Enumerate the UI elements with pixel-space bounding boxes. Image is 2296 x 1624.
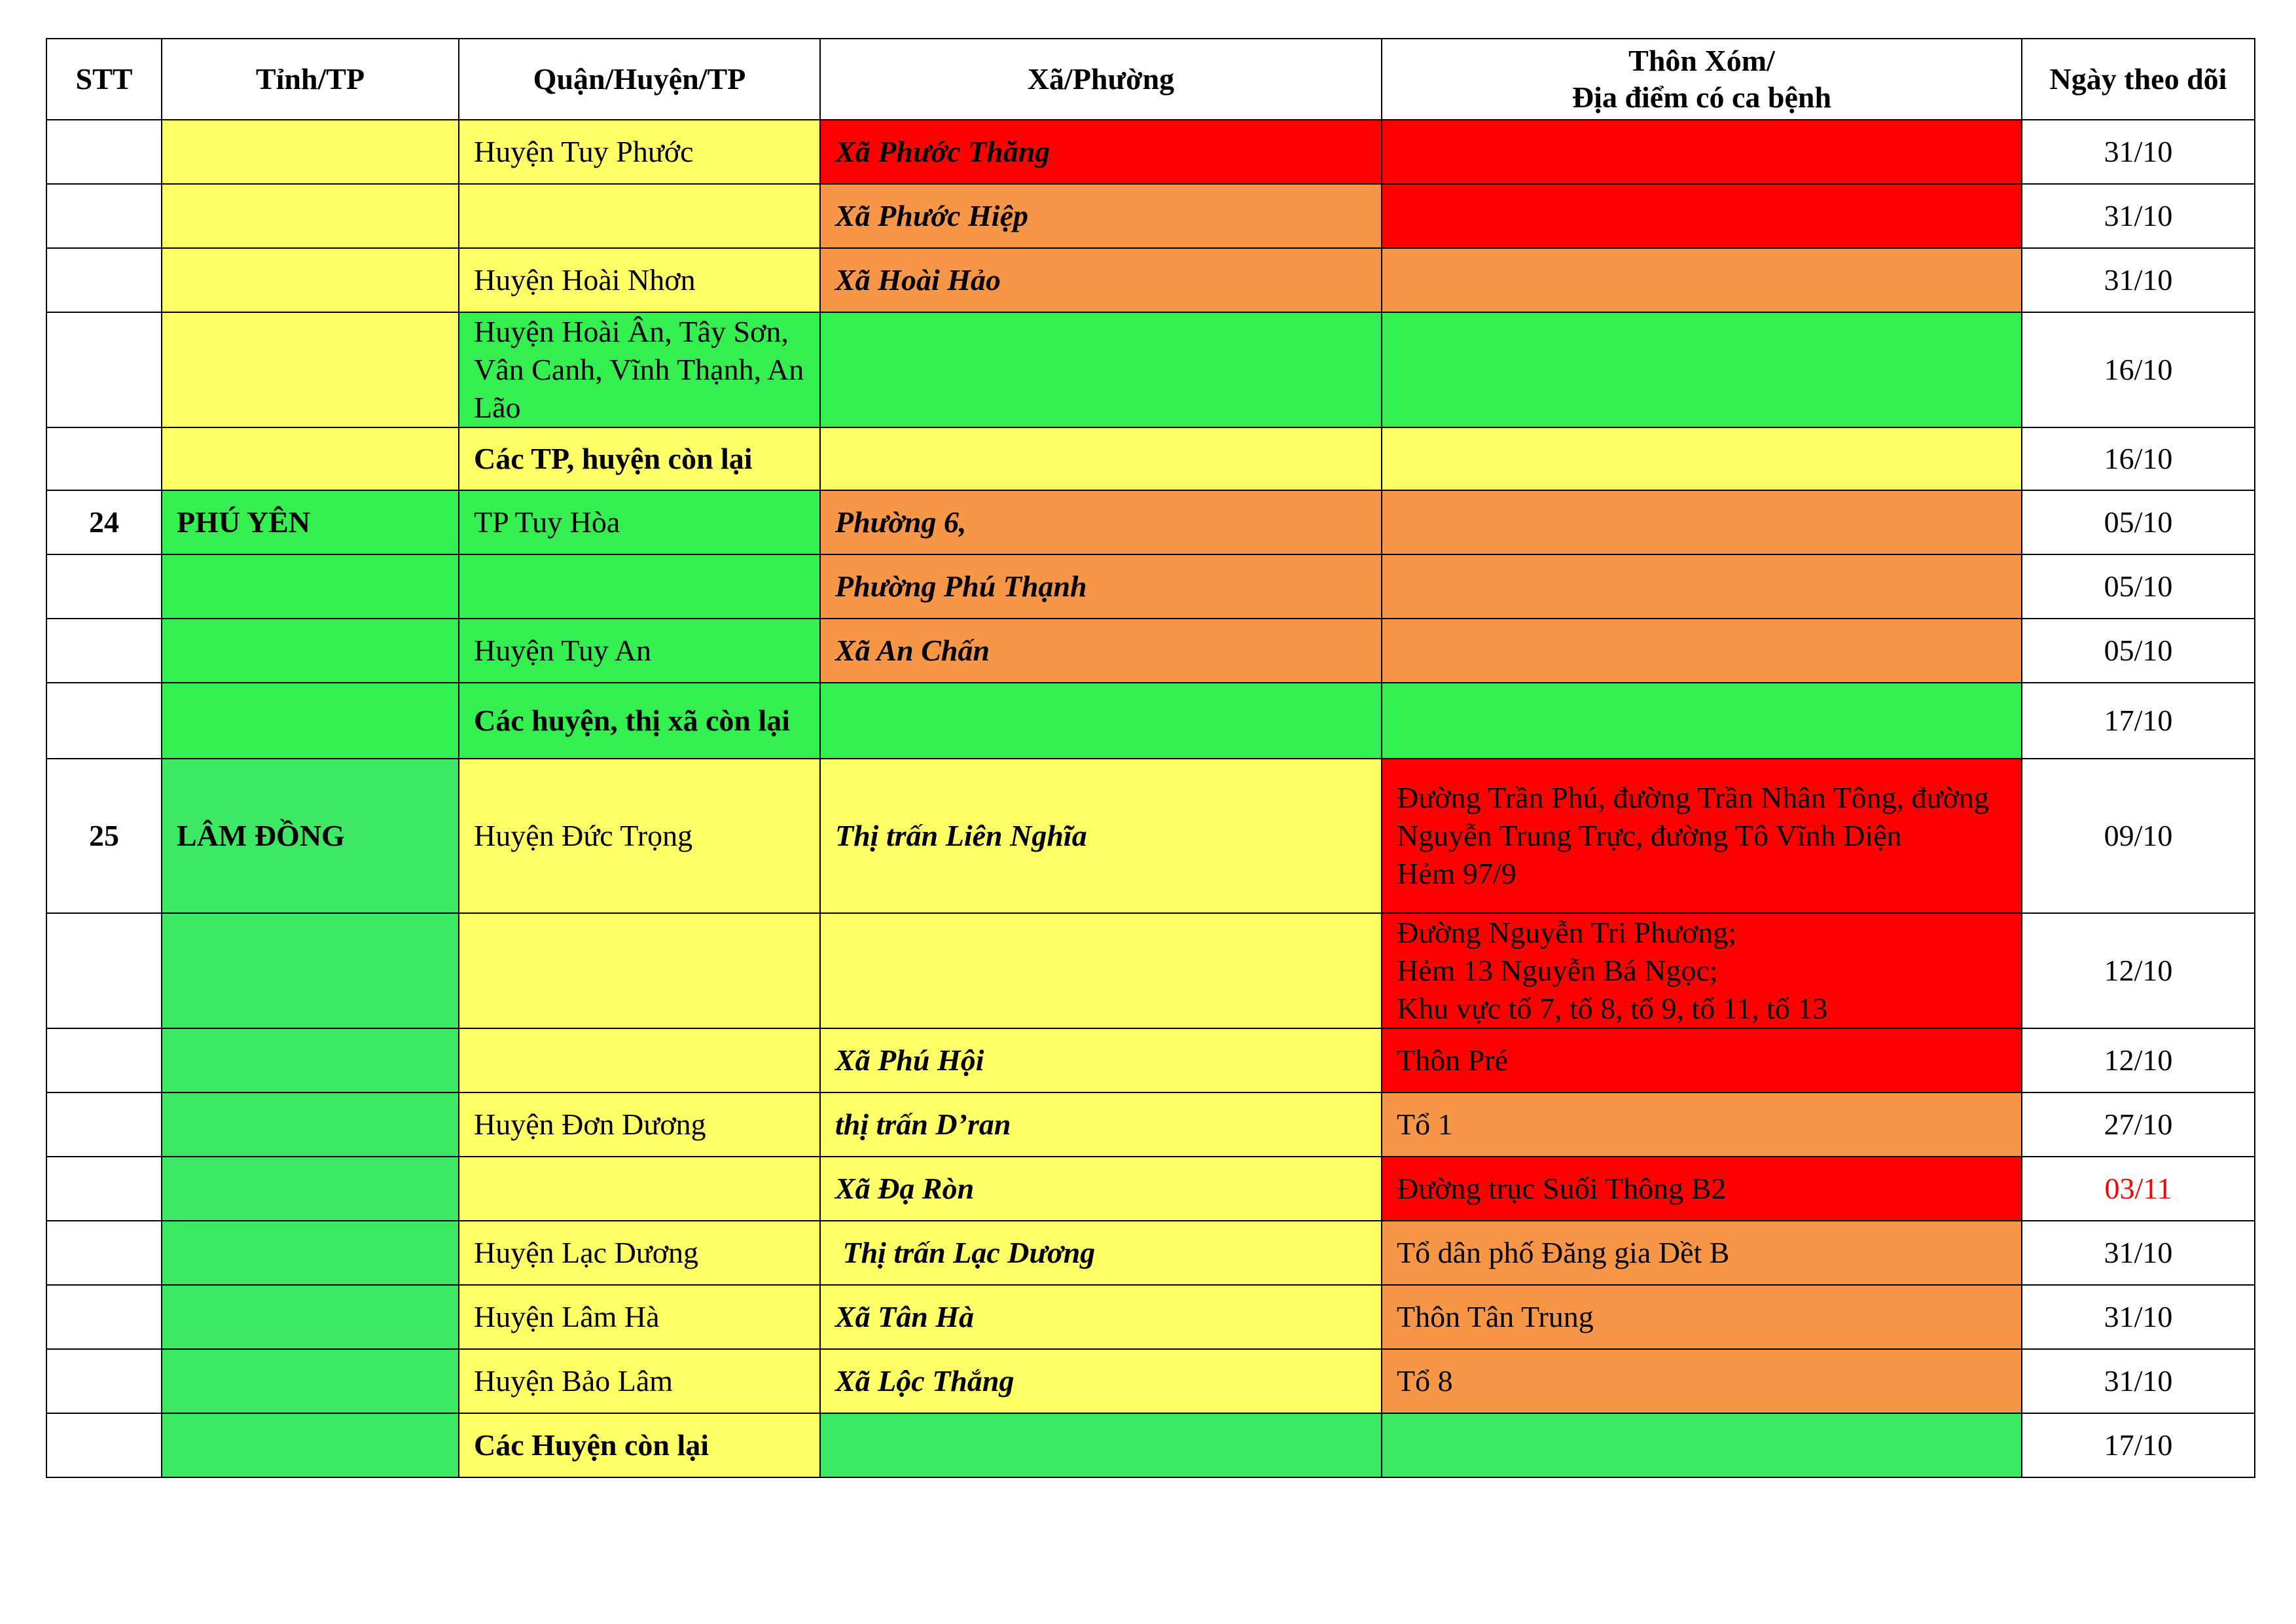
- cell-date: 31/10: [2022, 184, 2255, 248]
- header-location-line2: Địa điểm có ca bệnh: [1571, 81, 1832, 114]
- cell-district: Huyện Lạc Dương: [459, 1221, 820, 1285]
- cell-ward: [820, 913, 1382, 1028]
- header-location-line1: Thôn Xóm/: [1628, 44, 1775, 77]
- cell-ward: [820, 312, 1382, 427]
- cell-ward: Thị trấn Lạc Dương: [820, 1221, 1382, 1285]
- table-row: [46, 1092, 2255, 1157]
- table-row: [46, 554, 2255, 619]
- cell-province: [162, 619, 459, 683]
- cell-date: 16/10: [2022, 312, 2255, 427]
- cell-ward: [820, 1413, 1382, 1477]
- header-province: Tỉnh/TP: [162, 39, 459, 120]
- cell-district: [459, 554, 820, 619]
- table-row: [46, 1413, 2255, 1477]
- cell-location: [1382, 554, 2022, 619]
- cell-ward: Xã Lộc Thắng: [820, 1349, 1382, 1413]
- cell-ward: Xã Tân Hà: [820, 1285, 1382, 1349]
- cell-stt: [46, 1349, 162, 1413]
- cell-province: [162, 1028, 459, 1092]
- cell-ward: Phường 6,: [820, 490, 1382, 554]
- table-row: [46, 248, 2255, 312]
- cell-stt: [46, 913, 162, 1028]
- cell-stt: [46, 248, 162, 312]
- cell-date: 12/10: [2022, 913, 2255, 1028]
- cell-district: Huyện Tuy Phước: [459, 120, 820, 184]
- table-row: [46, 427, 2255, 490]
- cell-location: [1382, 490, 2022, 554]
- covid-risk-table: [46, 38, 2255, 1478]
- cell-ward: [820, 683, 1382, 759]
- cell-ward: Thị trấn Liên Nghĩa: [820, 759, 1382, 913]
- header-stt: STT: [46, 39, 162, 120]
- table-row: [46, 490, 2255, 554]
- cell-location: Thôn Tân Trung: [1382, 1285, 2022, 1349]
- cell-province: [162, 913, 459, 1028]
- table-row: [46, 120, 2255, 184]
- cell-district: [459, 1157, 820, 1221]
- cell-stt: [46, 1221, 162, 1285]
- cell-location: Thôn Pré: [1382, 1028, 2022, 1092]
- cell-ward: Xã Phú Hội: [820, 1028, 1382, 1092]
- cell-province: [162, 184, 459, 248]
- cell-ward: Xã Đạ Ròn: [820, 1157, 1382, 1221]
- cell-stt: [46, 1028, 162, 1092]
- cell-district: Huyện Hoài Nhơn: [459, 248, 820, 312]
- cell-date: 03/11: [2022, 1157, 2255, 1221]
- cell-ward: [820, 427, 1382, 490]
- cell-province: [162, 248, 459, 312]
- cell-stt: [46, 312, 162, 427]
- cell-location: Tổ dân phố Đăng gia Dềt B: [1382, 1221, 2022, 1285]
- cell-province: [162, 1221, 459, 1285]
- cell-province: [162, 683, 459, 759]
- cell-location: [1382, 683, 2022, 759]
- cell-date: 31/10: [2022, 120, 2255, 184]
- cell-district: TP Tuy Hòa: [459, 490, 820, 554]
- cell-district: Huyện Bảo Lâm: [459, 1349, 820, 1413]
- cell-location: [1382, 619, 2022, 683]
- cell-location: Đường Trần Phú, đường Trần Nhân Tông, đường Nguyễn Trung Trực, đường Tô Vĩnh Diện Hẻm 97/9: [1382, 759, 2022, 913]
- cell-stt: [46, 1157, 162, 1221]
- cell-district: Huyện Tuy An: [459, 619, 820, 683]
- cell-ward: Xã Phước Hiệp: [820, 184, 1382, 248]
- cell-stt: [46, 683, 162, 759]
- cell-date: 17/10: [2022, 1413, 2255, 1477]
- cell-location: [1382, 427, 2022, 490]
- cell-stt: 24: [46, 490, 162, 554]
- cell-district: Huyện Hoài Ân, Tây Sơn, Vân Canh, Vĩnh Thạnh, An Lão: [459, 312, 820, 427]
- cell-stt: [46, 184, 162, 248]
- cell-location: [1382, 248, 2022, 312]
- cell-date: 31/10: [2022, 248, 2255, 312]
- cell-location: [1382, 312, 2022, 427]
- cell-location: Đường trục Suối Thông B2: [1382, 1157, 2022, 1221]
- cell-ward: Xã Hoài Hảo: [820, 248, 1382, 312]
- table-row: [46, 1157, 2255, 1221]
- cell-stt: [46, 120, 162, 184]
- header-date: Ngày theo dõi: [2022, 39, 2255, 120]
- header-location: [1382, 39, 2022, 120]
- cell-stt: [46, 1092, 162, 1157]
- cell-province: [162, 1413, 459, 1477]
- cell-province: PHÚ YÊN: [162, 490, 459, 554]
- cell-location: [1382, 1413, 2022, 1477]
- cell-province: [162, 1157, 459, 1221]
- cell-date: 31/10: [2022, 1221, 2255, 1285]
- cell-province: LÂM ĐỒNG: [162, 759, 459, 913]
- cell-district: [459, 913, 820, 1028]
- cell-district: Các TP, huyện còn lại: [459, 427, 820, 490]
- cell-date: 16/10: [2022, 427, 2255, 490]
- cell-province: [162, 1285, 459, 1349]
- cell-date: 31/10: [2022, 1285, 2255, 1349]
- table-row: [46, 312, 2255, 427]
- cell-stt: 25: [46, 759, 162, 913]
- header-row: [46, 39, 2255, 120]
- cell-district: [459, 1028, 820, 1092]
- cell-province: [162, 1092, 459, 1157]
- cell-stt: [46, 427, 162, 490]
- cell-district: Các Huyện còn lại: [459, 1413, 820, 1477]
- cell-date: 05/10: [2022, 490, 2255, 554]
- cell-stt: [46, 1413, 162, 1477]
- cell-district: Huyện Lâm Hà: [459, 1285, 820, 1349]
- table-row: [46, 1285, 2255, 1349]
- cell-date: 05/10: [2022, 619, 2255, 683]
- table-row: [46, 1221, 2255, 1285]
- table-row: [46, 1028, 2255, 1092]
- cell-location: Tổ 8: [1382, 1349, 2022, 1413]
- header-district: Quận/Huyện/TP: [459, 39, 820, 120]
- cell-date: 12/10: [2022, 1028, 2255, 1092]
- table-row: [46, 683, 2255, 759]
- cell-province: [162, 120, 459, 184]
- cell-location: Tổ 1: [1382, 1092, 2022, 1157]
- cell-date: 31/10: [2022, 1349, 2255, 1413]
- table-row: [46, 1349, 2255, 1413]
- cell-province: [162, 554, 459, 619]
- cell-district: [459, 184, 820, 248]
- cell-province: [162, 427, 459, 490]
- table-row: [46, 759, 2255, 913]
- cell-date: 09/10: [2022, 759, 2255, 913]
- cell-district: Huyện Đức Trọng: [459, 759, 820, 913]
- cell-province: [162, 1349, 459, 1413]
- cell-ward: Phường Phú Thạnh: [820, 554, 1382, 619]
- cell-ward: thị trấn D’ran: [820, 1092, 1382, 1157]
- cell-stt: [46, 1285, 162, 1349]
- table-row: [46, 619, 2255, 683]
- cell-location: [1382, 184, 2022, 248]
- cell-date: 27/10: [2022, 1092, 2255, 1157]
- cell-location: Đường Nguyễn Tri Phương; Hẻm 13 Nguyễn Bá Ngọc; Khu vực tổ 7, tổ 8, tổ 9, tổ 11, tổ 13: [1382, 913, 2022, 1028]
- table-row: [46, 913, 2255, 1028]
- cell-province: [162, 312, 459, 427]
- cell-ward: Xã An Chấn: [820, 619, 1382, 683]
- header-ward: Xã/Phường: [820, 39, 1382, 120]
- cell-district: Huyện Đơn Dương: [459, 1092, 820, 1157]
- table-row: [46, 184, 2255, 248]
- cell-date: 17/10: [2022, 683, 2255, 759]
- cell-ward: Xã Phước Thăng: [820, 120, 1382, 184]
- cell-stt: [46, 554, 162, 619]
- cell-date: 05/10: [2022, 554, 2255, 619]
- cell-location: [1382, 120, 2022, 184]
- cell-stt: [46, 619, 162, 683]
- cell-district: Các huyện, thị xã còn lại: [459, 683, 820, 759]
